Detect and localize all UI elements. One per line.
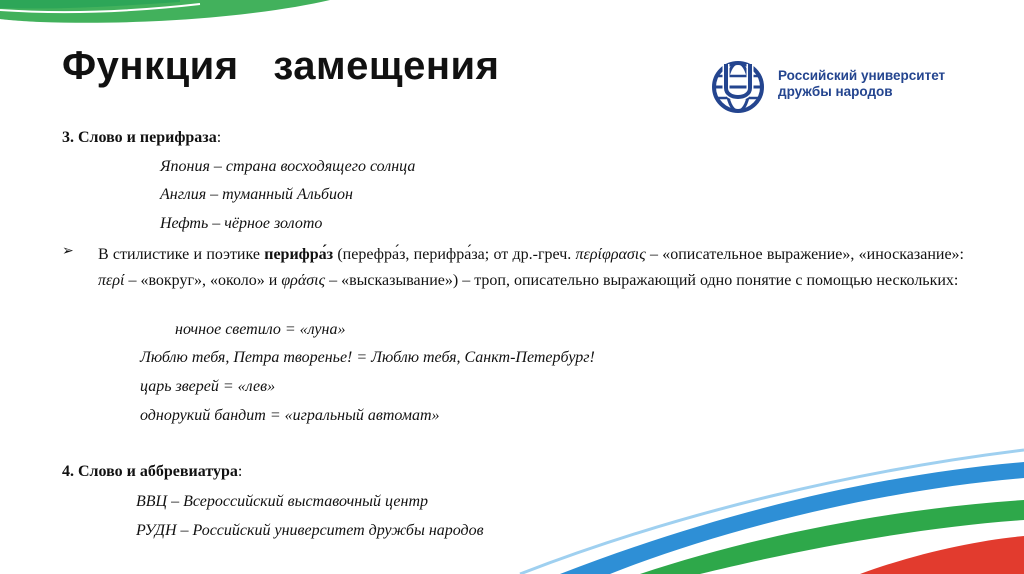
university-logo xyxy=(708,58,998,116)
section-3-example: Англия – туманный Альбион xyxy=(160,186,353,203)
section-3-colon: : xyxy=(216,129,222,146)
section-3-number: 3. xyxy=(62,129,78,146)
section-3-title: Слово и перифраза xyxy=(78,129,217,146)
globe-logo-icon xyxy=(708,58,770,116)
section-3-example: Нефть – чёрное золото xyxy=(160,215,323,232)
logo-line-2: дружбы народов xyxy=(778,84,893,99)
section-4-example: РУДН – Российский университет дружбы народов xyxy=(136,522,484,539)
section-4-example: ВВЦ – Всероссийский выставочный центр xyxy=(136,493,429,510)
bullet-arrow-icon: ➢ xyxy=(62,244,74,259)
logo-line-1: Российский университет xyxy=(778,68,946,83)
para-greek: περίφρασις xyxy=(575,246,646,263)
bottom-swoosh-red xyxy=(860,536,1024,574)
page-title: Функция замещения xyxy=(62,44,500,88)
periphrasis-example: ночное светило = «луна» xyxy=(175,321,346,338)
para-term: перифра́з xyxy=(264,246,334,263)
section-4-number: 4. xyxy=(62,463,78,480)
periphrasis-example: царь зверей = «лев» xyxy=(140,378,276,395)
para-text: (перефра́з, перифра́за; от др.-греч. xyxy=(333,246,576,263)
para-text: – «вокруг», «около» и xyxy=(124,272,282,289)
logo-text xyxy=(778,68,945,100)
section-3-example: Япония – страна восходящего солнца xyxy=(160,158,416,175)
section-4-heading xyxy=(62,462,242,482)
para-text: – «высказывание») – троп, описательно выражающий одно понятие с помощью нескольких: xyxy=(325,272,959,289)
para-greek: περί xyxy=(98,272,125,289)
para-text: – «описательное выражение», «иносказание»: xyxy=(645,246,965,263)
periphrasis-definition xyxy=(98,242,964,294)
para-greek: φράσις xyxy=(281,272,326,289)
periphrasis-example: Люблю тебя, Петра творенье! = Люблю тебя, Санкт-Петербург! xyxy=(140,349,595,366)
section-3-heading xyxy=(62,128,221,148)
section-4-title: Слово и аббревиатура xyxy=(78,463,238,480)
periphrasis-example: однорукий бандит = «игральный автомат» xyxy=(140,407,440,424)
section-4-colon: : xyxy=(237,463,243,480)
para-text: В стилистике и поэтике xyxy=(98,246,265,263)
